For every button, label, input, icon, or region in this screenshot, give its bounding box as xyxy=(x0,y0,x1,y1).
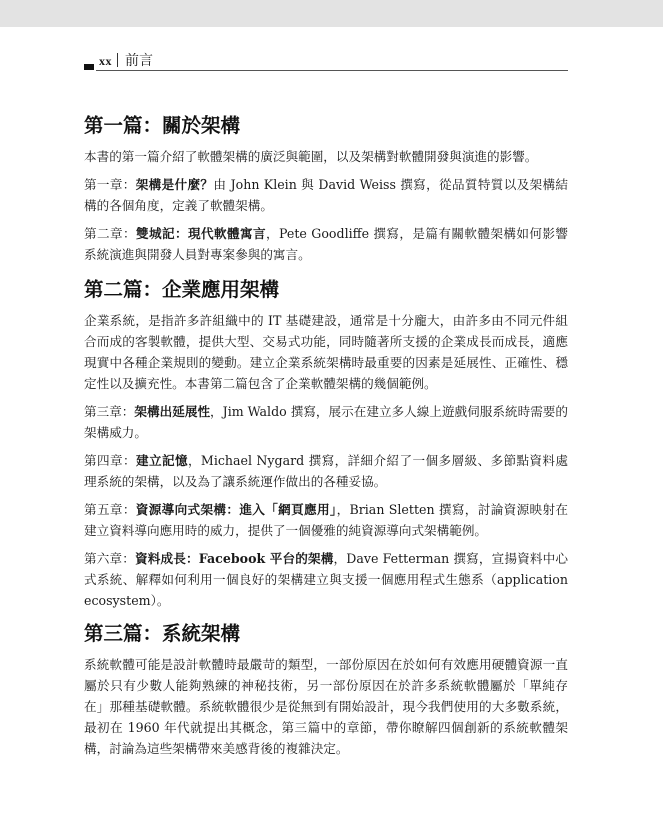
chapter-paragraph-6: 第六章：資料成長：Facebook 平台的架構，Dave Fetterman 撰寫，宣揚資料中心式系統、解釋如何利用一個良好的架構建立與支援一個應用程式生態系（application ecosystem）。 xyxy=(84,551,569,608)
chapter-paragraph-5: 第五章：資源導向式架構：進入「網頁應用」，Brian Sletten 撰寫，討論資源映射在建立資料導向應用時的威力，提供了一個優雅的純資源導向式架構範例。 xyxy=(84,502,568,538)
chapter-title: 架構是什麼？ xyxy=(135,177,214,192)
section-intro-paragraph: 系統軟體可能是設計軟體時最嚴苛的類型，一部份原因在於如何有效應用硬體資源一直屬於只有少數人能夠熟練的神秘技術，另一部份原因在於許多系統軟體屬於「單純存在」那種基礎軟體。系統軟體很少是從無到有開始設計，現今我們使用的大多數系統，最初在 1960 年代就提出其概念，第三篇中的章節，帶你瞭解四個創新的系統軟體架構，討論為這些架構帶來美感背後的複雜決定。 xyxy=(84,657,568,756)
chapter-paragraph-4: 第四章：建立記憶，Michael Nygard 撰寫，詳細介紹了一個多層級、多節點資料處理系統的架構，以及為了讓系統運作做出的各種妥協。 xyxy=(84,453,569,489)
chapter-paragraph-3: 第三章：架構出延展性，Jim Waldo 撰寫，展示在建立多人線上遊戲伺服系統時需要的架構威力。 xyxy=(84,404,568,440)
section-heading: 第三篇：系統架構 xyxy=(84,622,241,645)
section-part-1 xyxy=(84,113,568,265)
chapter-paragraph-1: 第一章：架構是什麼？由 John Klein 與 David Weiss 撰寫，從品質特質以及架構結構的各個角度，定義了軟體架構。 xyxy=(84,177,569,213)
chapter-title: 資料成長：Facebook 平台的架構 xyxy=(135,551,334,566)
section-part-3 xyxy=(84,621,568,759)
chapter-paragraph-2: 第二章：雙城記：現代軟體寓言，Pete Goodliffe 撰寫，是篇有關軟體架構如何影響系統演進與開發人員對專案參與的寓言。 xyxy=(84,226,569,262)
page-content xyxy=(84,113,568,766)
section-heading: 第二篇：企業應用架構 xyxy=(84,278,280,301)
chapter-title: 雙城記：現代軟體寓言 xyxy=(136,226,266,241)
header-rule xyxy=(96,70,568,71)
running-header xyxy=(84,50,568,74)
section-heading: 第一篇：關於架構 xyxy=(84,114,241,137)
page-number: xx xyxy=(99,54,112,68)
top-gray-band xyxy=(0,0,663,27)
chapter-title: 架構出延展性 xyxy=(134,404,211,419)
section-part-2 xyxy=(84,277,568,611)
chapter-title: 資源導向式架構：進入「網頁應用」 xyxy=(135,502,337,517)
chapter-title: 建立記憶 xyxy=(135,453,188,468)
header-separator xyxy=(117,53,118,67)
header-bar-mark xyxy=(84,64,94,70)
running-title: 前言 xyxy=(125,53,153,69)
section-intro-paragraph: 企業系統，是指許多許組織中的 IT 基礎建設，通常是十分龐大，由許多由不同元件組合而成的客製軟體，提供大型、交易式功能，同時隨著所支援的企業成長而成長，適應現實中各種企業規則的變動。建立企業系統架構時最重要的因素是延展性、正確性、穩定性以及擴充性。本書第二篇包含了企業軟體架構的幾個範例。 xyxy=(84,313,568,391)
section-intro-paragraph: 本書的第一篇介紹了軟體架構的廣泛與範圍，以及架構對軟體開發與演進的影響。 xyxy=(84,149,538,164)
